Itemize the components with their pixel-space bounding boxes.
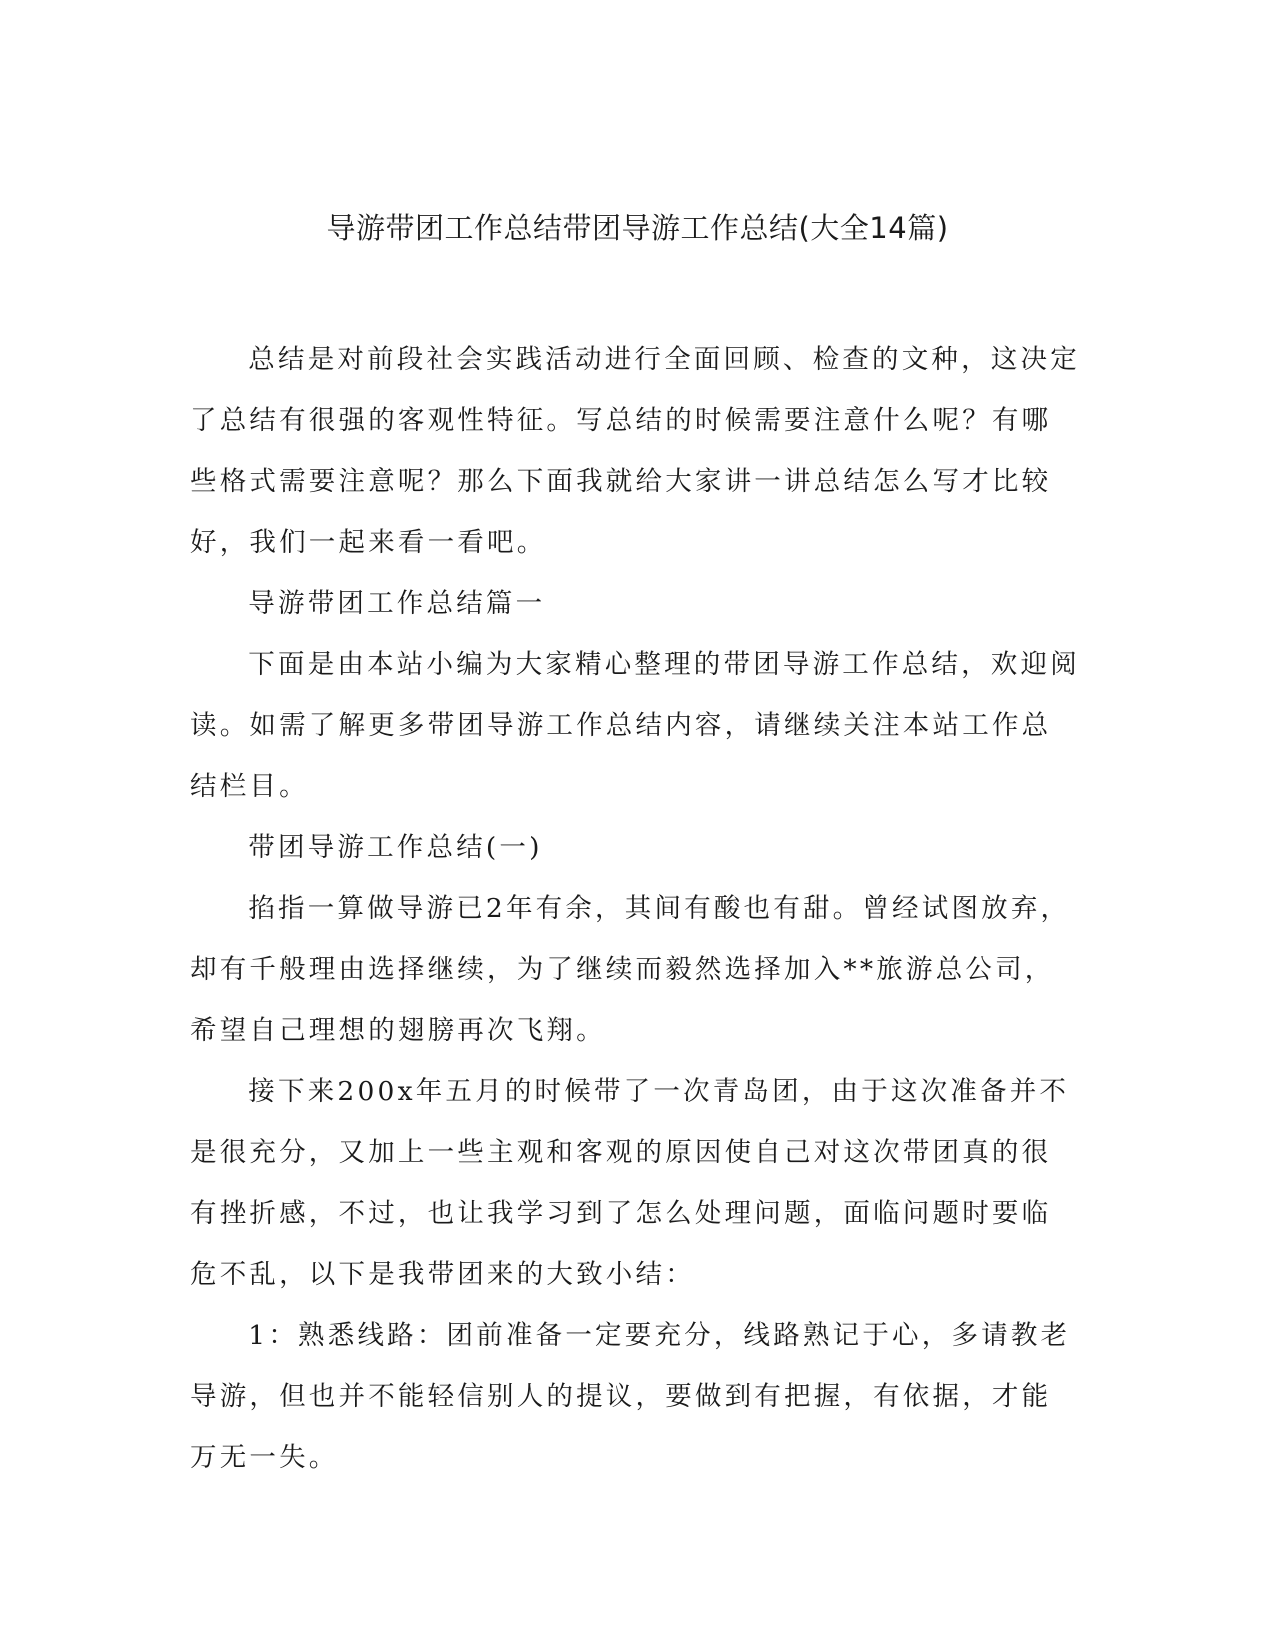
subsection-heading: 带团导游工作总结(一) (248, 832, 543, 863)
list-item-paragraph: 1：熟悉线路：团前准备一定要充分，线路熟记于心，多请教老导游，但也并不能轻信别人的提议，要做到有把握，有依据，才能万无一失。 (190, 1320, 1071, 1473)
document-title: 导游带团工作总结带团导游工作总结(大全14篇) (326, 211, 949, 245)
body-paragraph: 下面是由本站小编为大家精心整理的带团导游工作总结，欢迎阅读。如需了解更多带团导游工作总结内容，请继续关注本站工作总结栏目。 (190, 649, 1080, 802)
body-paragraph: 接下来200x年五月的时候带了一次青岛团，由于这次准备并不是很充分，又加上一些主观和客观的原因使自己对这次带团真的很有挫折感，不过，也让我学习到了怎么处理问题，面临问题时要临危不乱，以下是我带团来的大致小结： (190, 1076, 1070, 1290)
document-body (190, 329, 1080, 1488)
intro-paragraph: 总结是对前段社会实践活动进行全面回顾、检查的文种，这决定了总结有很强的客观性特征。写总结的时候需要注意什么呢？有哪些格式需要注意呢？那么下面我就给大家讲一讲总结怎么写才比较好，我们一起来看一看吧。 (190, 344, 1080, 558)
section-heading: 导游带团工作总结篇一 (248, 588, 546, 619)
body-paragraph: 掐指一算做导游已2年有余，其间有酸也有甜。曾经试图放弃，却有千般理由选择继续，为了继续而毅然选择加入**旅游总公司，希望自己理想的翅膀再次飞翔。 (190, 893, 1071, 1046)
